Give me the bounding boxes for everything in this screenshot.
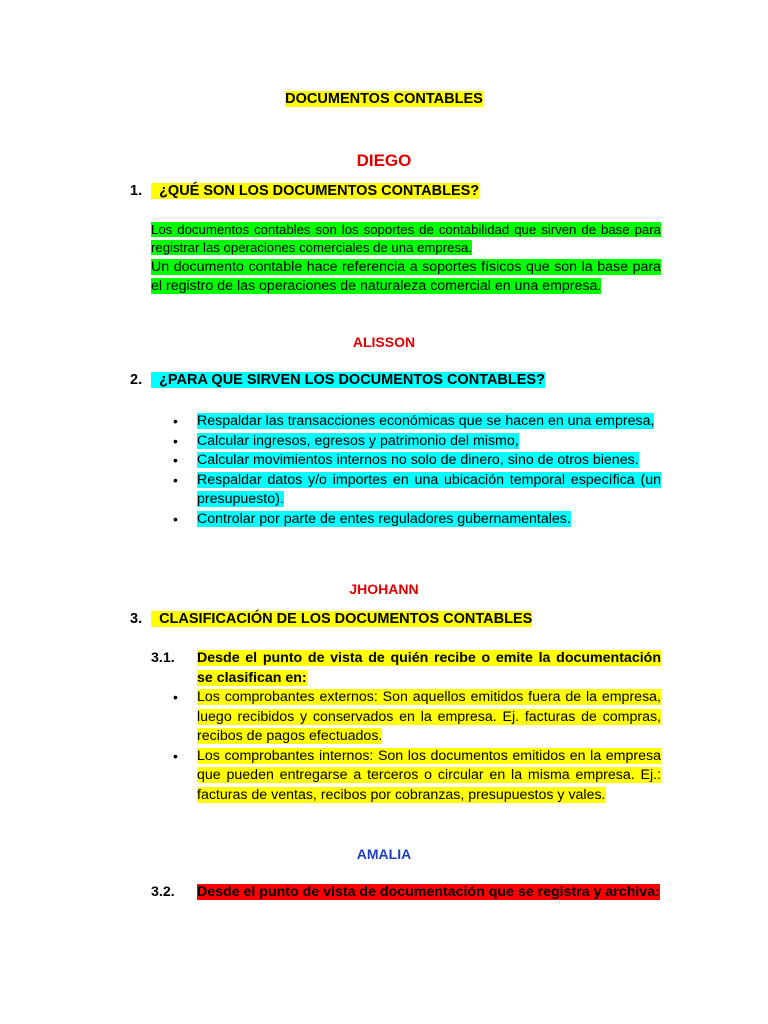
section-2-number: 2. xyxy=(130,372,143,388)
author-amalia: AMALIA xyxy=(356,846,412,862)
section-1-number: 1. xyxy=(130,183,143,199)
subsection-3-1-number: 3.1. xyxy=(151,650,175,666)
list-item: • Respaldar las transacciones económicas que se hacen en una empresa, xyxy=(197,412,661,432)
list-item: • Calcular movimientos internos no solo de dinero, sino de otros bienes. xyxy=(197,451,661,471)
author-diego: DIEGO xyxy=(356,151,412,170)
section-3-title: CLASIFICACIÓN DE LOS DOCUMENTOS CONTABLES xyxy=(151,611,532,627)
section-2-heading xyxy=(130,372,545,388)
author-jhohann: JHOHANN xyxy=(349,581,419,597)
list-item: • Controlar por parte de entes reguladores gubernamentales. xyxy=(197,510,661,530)
section-1-paragraph-2: Un documento contable hace referencia a soportes físicos que son la base para el registro de las operaciones de naturaleza comercial en una empresa. xyxy=(151,259,661,294)
subsection-3-2-number: 3.2. xyxy=(151,884,175,900)
list-item: • Calcular ingresos, egresos y patrimonio del mismo, xyxy=(197,432,661,452)
section-1-paragraph-1: Los documentos contables son los soportes de contabilidad que sirven de base para registrar las operaciones comerciales de una empresa. xyxy=(151,222,661,255)
list-item: • Los comprobantes internos: Son los documentos emitidos en la empresa que pueden entregarse a terceros o circular en la misma empresa. Ej.: facturas de ventas, recibos por cobranzas, presupuestos y vales. xyxy=(197,747,661,806)
author-alisson: ALISSON xyxy=(352,334,416,350)
document-title: DOCUMENTOS CONTABLES xyxy=(285,91,483,107)
subsection-3-2-heading: 3.2. Desde el punto de vista de documentación que se registra y archiva: xyxy=(151,883,661,903)
list-item: • Respaldar datos y/o importes en una ubicación temporal específica (un presupuesto). xyxy=(197,471,661,510)
section-1-heading xyxy=(130,183,479,199)
section-2-title: ¿PARA QUE SIRVEN LOS DOCUMENTOS CONTABLES? xyxy=(151,372,545,388)
subsection-3-1-list xyxy=(197,688,661,805)
list-item: • Los comprobantes externos: Son aquellos emitidos fuera de la empresa, luego recibidos y conservados en la empresa. Ej. facturas de compras, recibos de pagos efectuados. xyxy=(197,688,661,747)
subsection-3-1-heading: 3.1. Desde el punto de vista de quién recibe o emite la documentación se clasifican en: xyxy=(151,650,661,686)
section-3-number: 3. xyxy=(130,611,143,627)
section-2-list xyxy=(197,412,661,529)
section-3-heading xyxy=(130,611,532,627)
section-1-title: ¿QUÉ SON LOS DOCUMENTOS CONTABLES? xyxy=(151,183,479,199)
